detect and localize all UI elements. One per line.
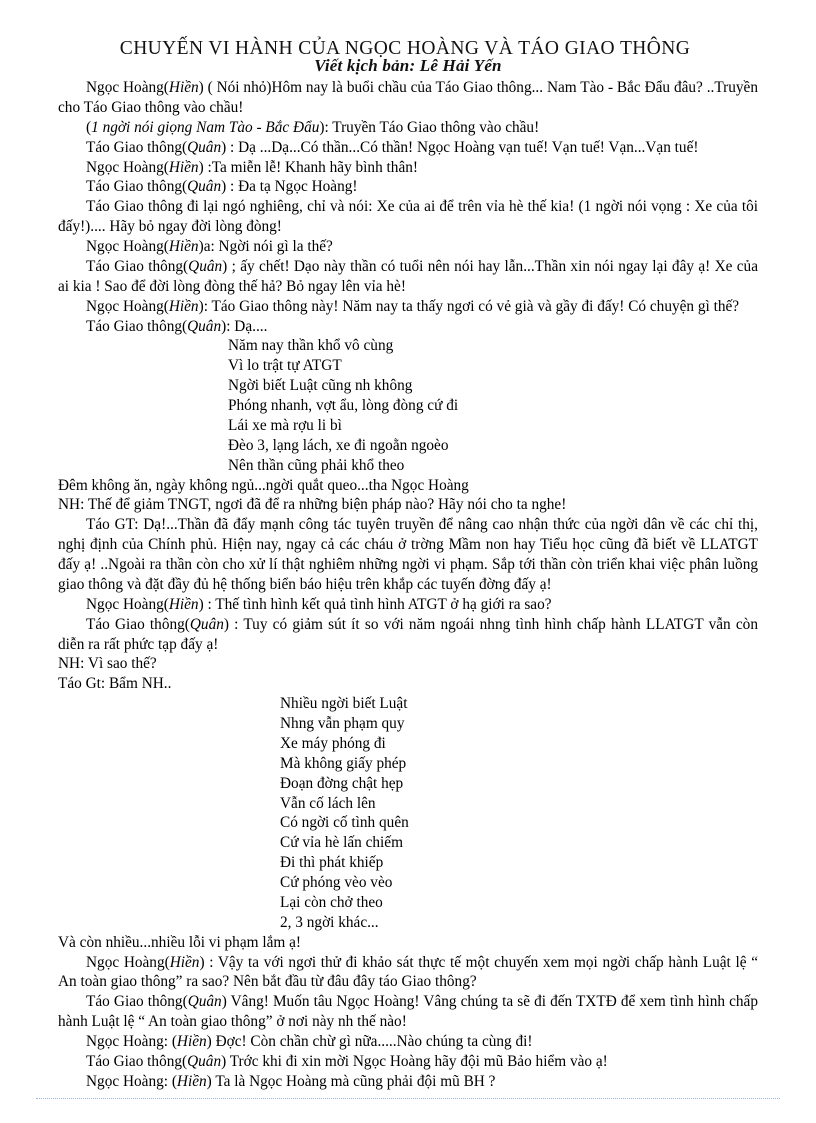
dialogue-paragraph — [58, 1072, 758, 1092]
text-run: Táo Giao thông( — [86, 615, 190, 633]
verse-line — [58, 396, 758, 416]
text-run: Ngọc Hoàng( — [86, 158, 169, 176]
verse-line — [58, 873, 758, 893]
text-run: Có ngời cố tình quên — [280, 814, 409, 832]
text-run: 2, 3 ngời khác... — [280, 913, 379, 931]
character-name-italic: Hiền — [168, 79, 199, 96]
dialogue-paragraph — [58, 615, 758, 655]
text-run: Táo Giao thông( — [86, 138, 188, 156]
verse-line — [58, 833, 758, 853]
verse-line — [58, 774, 758, 794]
dialogue-paragraph — [58, 1052, 758, 1072]
verse-line — [58, 734, 758, 754]
verse-line — [58, 694, 758, 714]
verse-line — [58, 754, 758, 774]
character-name-italic: Hiền — [168, 595, 199, 613]
dialogue-paragraph — [58, 297, 758, 317]
character-name-italic: Hiền — [168, 297, 199, 315]
character-name-italic: Quân — [187, 138, 222, 156]
text-run: Ngọc Hoàng( — [86, 79, 169, 96]
verse-line — [58, 456, 758, 476]
text-run: Ngọc Hoàng( — [86, 595, 169, 613]
text-run: Lái xe mà rợu li bì — [228, 416, 342, 434]
verse-line — [58, 853, 758, 873]
text-run: ) : Vậy ta với ngơi thử đi khảo sát thực tế một chuyến xem mọi ngời chấp hành Luật lệ “ An toàn giao thông” ra sao? Nên bắt đầu từ đâu đây táo Giao thông? — [58, 953, 758, 991]
text-run: Ngọc Hoàng: ( — [86, 1072, 177, 1090]
text-run: Vì lo trật tự ATGT — [228, 357, 342, 375]
character-name-italic: Hiền — [169, 953, 200, 971]
text-run: NH: Thế để giảm TNGT, ngơi đã để ra những biện pháp nào? Hãy nói cho ta nghe! — [58, 496, 567, 514]
character-name-italic: Quân — [187, 993, 222, 1011]
text-run: Táo Giao thông đi lại ngó nghiêng, chỉ và nói: Xe của ai để trên vỉa hè thế kia! (1 ngời nói vọng : Xe của tôi đấy!).... Hãy bỏ ngay đời lòng đòng! — [58, 198, 758, 236]
dialogue-paragraph — [58, 515, 758, 595]
text-run: Táo GT: Dạ!...Thần đã đẩy mạnh công tác tuyên truyền để nâng cao nhận thức của ngời dân về các chỉ thị, nghị định của Chính phủ. Hiện nay, ngay cả các cháu ở trờng Mầm non hay Tiểu học cũng đã biết về LLATGT đấy ạ! ..Ngoài ra thần còn cho xử lí thật nghiêm những ngời vi phạm. Sắp tới thần còn triển khai việc phân luồng giao thông và đặt đầy đủ hệ thống biển báo hiệu trên khắp các tuyến đờng đấy ạ! — [58, 516, 758, 593]
dialogue-paragraph — [58, 992, 758, 1032]
page-title: CHUYẾN VI HÀNH CỦA NGỌC HOÀNG VÀ TÁO GIAO THÔNG — [119, 38, 691, 59]
verse-line — [58, 336, 758, 356]
text-run: ): Truyền Táo Giao thông vào chầu! — [319, 118, 540, 136]
text-run: Cứ phóng vèo vèo — [280, 874, 393, 891]
text-run: ) ; ấy chết! Dạo này thần có tuổi nên nói hay lẫn...Thần xin nói ngay lại đây ạ! Xe của ai kia ! Sao để đời lòng đòng thế hả? Bỏ ngay lên vỉa hè! — [58, 257, 758, 295]
text-run: ( — [86, 118, 92, 136]
dialogue-paragraph — [58, 654, 758, 674]
script-body — [58, 78, 758, 1092]
text-run: ) :Ta miễn lễ! Khanh hãy bình thân! — [198, 158, 418, 176]
text-run: ) Ta là Ngọc Hoàng mà cũng phải đội mũ BH ? — [206, 1072, 496, 1090]
text-run: Nên thần cũng phải khổ theo — [228, 456, 405, 474]
text-run: Ngọc Hoàng( — [86, 238, 169, 255]
text-run: Ngọc Hoàng( — [86, 297, 169, 315]
text-run: Ngọc Hoàng( — [86, 953, 170, 971]
text-run: Phóng nhanh, vợt ẩu, lòng đòng cứ đi — [228, 397, 459, 414]
text-run: Nhiều ngời biết Luật — [280, 695, 408, 713]
text-run: )a: Ngời nói gì la thế? — [198, 238, 333, 255]
dialogue-paragraph — [58, 118, 758, 138]
text-run: Đoạn đờng chật hẹp — [280, 774, 404, 792]
text-run: ) : Thế tình hình kết quả tình hình ATGT ở hạ giới ra sao? — [198, 595, 552, 613]
text-run: ) Đợc! Còn chần chừ gì nữa.....Nào chúng ta cùng đi! — [206, 1033, 533, 1050]
dialogue-paragraph — [58, 476, 758, 496]
dialogue-paragraph — [58, 257, 758, 297]
dialogue-paragraph — [58, 933, 758, 953]
text-run: Ngọc Hoàng: ( — [86, 1033, 177, 1050]
text-run: Táo Giao thông( — [86, 1052, 188, 1070]
character-name-italic: Hiền — [176, 1033, 207, 1050]
character-name-italic: Quân — [187, 178, 222, 196]
text-run: ): Dạ.... — [221, 317, 268, 335]
text-run: Táo Giao thông( — [86, 178, 188, 196]
text-run: Táo Giao thông( — [86, 993, 188, 1011]
text-run: Táo Giao thông( — [86, 317, 188, 335]
text-run: ) ( Nói nhỏ)Hôm nay là buổi chầu của Táo Giao thông... Nam Tào - Bắc Đẩu đâu? ..Truyền cho Táo Giao thông vào chầu! — [58, 79, 758, 116]
dialogue-paragraph — [58, 317, 758, 337]
dialogue-paragraph — [58, 237, 758, 257]
text-run: Đèo 3, lạng lách, xe đi ngoằn ngoèo — [228, 436, 449, 454]
verse-line — [58, 794, 758, 814]
text-run: Năm nay thần khổ vô cùng — [228, 337, 394, 355]
text-run: Ngời biết Luật cũng nh không — [228, 377, 413, 395]
footer-divider — [36, 1098, 780, 1099]
dialogue-paragraph — [58, 78, 758, 118]
text-run: ) Trớc khi đi xin mời Ngọc Hoàng hãy đội mũ Bảo hiểm vào ạ! — [221, 1052, 608, 1070]
dialogue-paragraph — [58, 1032, 758, 1052]
character-name-italic: Quân — [187, 1052, 222, 1070]
text-run: ) : Tuy có giảm sút ít so với năm ngoái nhng tình hình chấp hành LLATGT vẫn còn diễn ra rất phức tạp đấy ạ! — [58, 615, 758, 653]
character-name-italic: Quân — [188, 257, 223, 275]
text-run: ): Táo Giao thông này! Năm nay ta thấy ngơi có vẻ già và gầy đi đấy! Có chuyện gì thế? — [198, 297, 740, 315]
text-run: Lại còn chở theo — [280, 893, 383, 911]
text-run: Cứ vỉa hè lấn chiếm — [280, 834, 403, 852]
text-run: Và còn nhiều...nhiều lỗi vi phạm lắm ạ! — [58, 933, 301, 951]
text-run: Mà không giấy phép — [280, 754, 407, 772]
text-run: Xe máy phóng đi — [280, 734, 386, 752]
text-run: NH: Vì sao thế? — [58, 655, 157, 673]
verse-line — [58, 813, 758, 833]
dialogue-paragraph — [58, 595, 758, 615]
dialogue-paragraph — [58, 138, 758, 158]
text-run: Nhng vẫn phạm quy — [280, 715, 405, 732]
character-name-italic: 1 ngời nói giọng Nam Tào - Bắc Đẩu — [91, 118, 320, 136]
verse-line — [58, 913, 758, 933]
verse-line — [58, 356, 758, 376]
text-run: Vẫn cố lách lên — [280, 794, 376, 812]
character-name-italic: Hiền — [176, 1072, 207, 1090]
document-content — [58, 38, 758, 1092]
character-name-italic: Hiền — [168, 238, 199, 255]
dialogue-paragraph — [58, 177, 758, 197]
text-run: ) Vâng! Muốn tâu Ngọc Hoàng! Vâng chúng ta sẽ đi đến TXTĐ để xem tình hình chấp hành Luật lệ “ An toàn giao thông” ở nơi này nh thế nào! — [58, 993, 758, 1031]
character-name-italic: Quân — [187, 317, 222, 335]
text-run: Đi thì phát khiếp — [280, 854, 384, 872]
dialogue-paragraph — [58, 158, 758, 178]
text-run: Táo Giao thông( — [86, 257, 189, 275]
text-run: Táo Gt: Bẩm NH.. — [58, 675, 172, 693]
dialogue-paragraph — [58, 495, 758, 515]
dialogue-paragraph — [58, 674, 758, 694]
verse-line — [58, 416, 758, 436]
text-run: ) : Dạ ...Dạ...Có thần...Có thần! Ngọc Hoàng vạn tuế! Vạn tuế! Vạn...Vạn tuế! — [221, 138, 699, 156]
text-run: Đêm không ăn, ngày không ngủ...ngời quắt queo...tha Ngọc Hoàng — [58, 476, 469, 494]
character-name-italic: Hiền — [168, 158, 199, 176]
dialogue-paragraph — [58, 953, 758, 993]
text-run: ) : Đa tạ Ngọc Hoàng! — [221, 178, 358, 196]
verse-line — [58, 893, 758, 913]
character-name-italic: Quân — [189, 615, 224, 633]
verse-line — [58, 376, 758, 396]
verse-line — [58, 714, 758, 734]
dialogue-paragraph — [58, 197, 758, 237]
page-subtitle: Viết kịch bản: Lê Hải Yến — [314, 56, 502, 75]
verse-line — [58, 436, 758, 456]
